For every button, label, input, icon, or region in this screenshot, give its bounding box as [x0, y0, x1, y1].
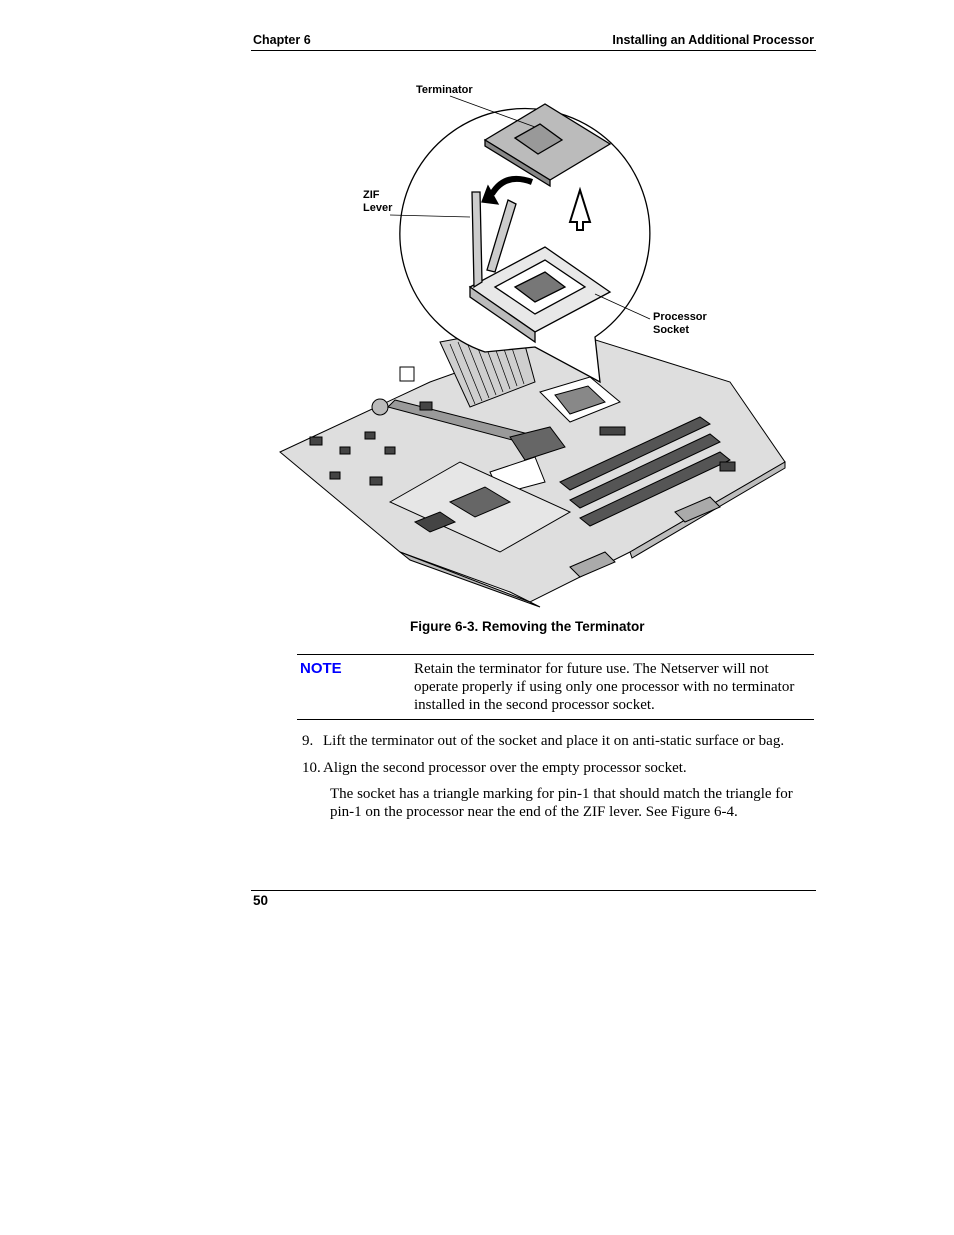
- label-socket-line1: Processor: [653, 311, 707, 323]
- label-zif-line2: Lever: [363, 202, 393, 214]
- header-rule: [251, 50, 816, 51]
- footer-rule: [251, 890, 816, 891]
- header-title: Installing an Additional Processor: [612, 33, 814, 47]
- zoom-callout: [400, 104, 650, 382]
- label-terminator: Terminator: [416, 84, 473, 96]
- step-text: Align the second processor over the empty processor socket.: [323, 760, 687, 776]
- figure-caption: Figure 6-3. Removing the Terminator: [410, 619, 645, 634]
- body-paragraph: The socket has a triangle marking for pin-1 that should match the triangle for pin-1 on the processor near the end of the ZIF lever. See Figure 6-4.: [330, 786, 793, 820]
- motherboard: [280, 327, 785, 607]
- figure-motherboard-illustration: [270, 82, 800, 612]
- step-number: 9.: [302, 733, 314, 749]
- note-text: Retain the terminator for future use. The Netserver will not operate properly if using only one processor with no terminator installed in the second processor socket.: [414, 661, 795, 713]
- label-socket-line2: Socket: [653, 324, 690, 336]
- step-text: Lift the terminator out of the socket and place it on anti-static surface or bag.: [323, 733, 785, 749]
- note-label: NOTE: [300, 660, 342, 677]
- label-zif-line1: ZIF: [363, 189, 380, 201]
- step-number: 10.: [302, 760, 321, 776]
- header-chapter: Chapter 6: [253, 33, 311, 47]
- page-number: 50: [253, 893, 269, 908]
- note-top-rule: [297, 654, 814, 655]
- note-bottom-rule: [297, 719, 814, 720]
